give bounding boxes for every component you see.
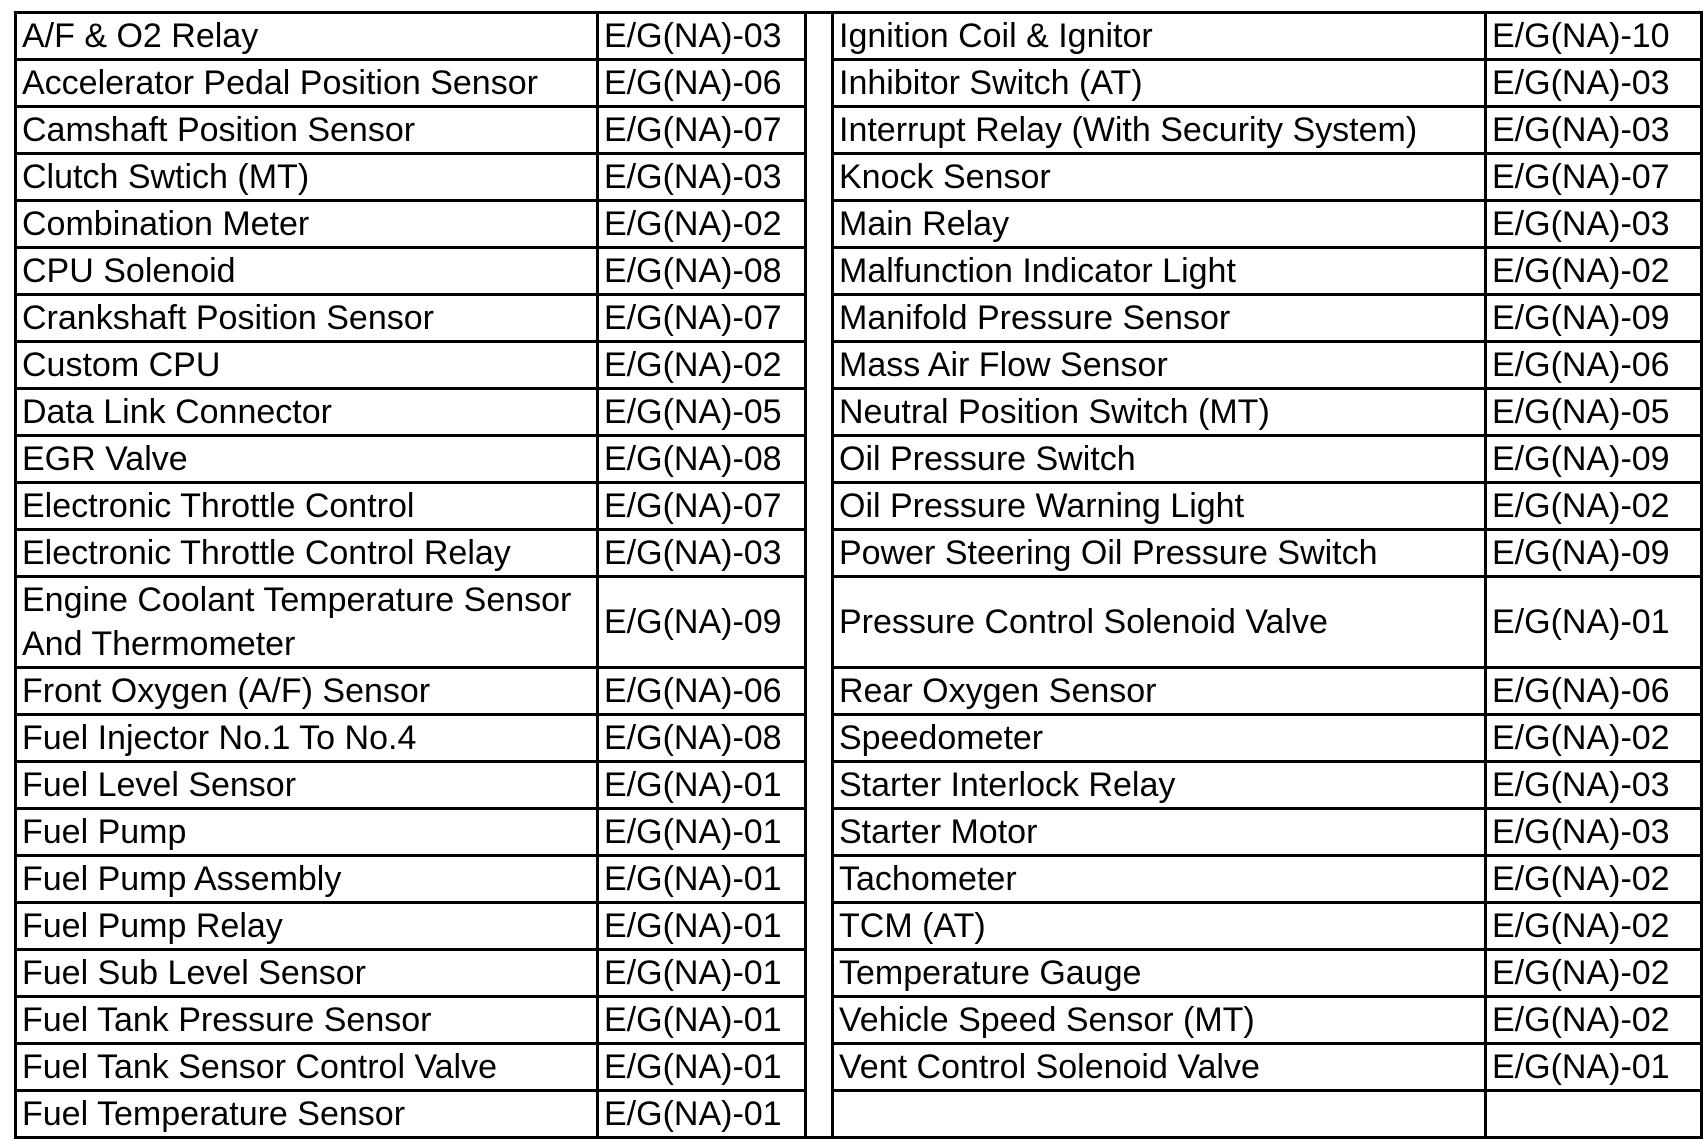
right-diagram-code: E/G(NA)-01 (1486, 1044, 1702, 1091)
left-component-name: Camshaft Position Sensor (16, 107, 598, 154)
right-component-name: Malfunction Indicator Light (833, 248, 1486, 295)
table-row (16, 530, 1702, 577)
table-row (16, 997, 1702, 1044)
right-component-name: TCM (AT) (833, 903, 1486, 950)
right-diagram-code: E/G(NA)-03 (1486, 201, 1702, 248)
right-component-name: Knock Sensor (833, 154, 1486, 201)
left-diagram-code: E/G(NA)-01 (598, 856, 806, 903)
left-component-name: Accelerator Pedal Position Sensor (16, 60, 598, 107)
table-row (16, 1091, 1702, 1138)
left-component-name: Fuel Temperature Sensor (16, 1091, 598, 1138)
left-diagram-code: E/G(NA)-09 (598, 577, 806, 668)
left-diagram-code: E/G(NA)-02 (598, 342, 806, 389)
left-component-name: Fuel Tank Pressure Sensor (16, 997, 598, 1044)
right-component-name: Power Steering Oil Pressure Switch (833, 530, 1486, 577)
left-component-name: Electronic Throttle Control (16, 483, 598, 530)
column-divider (806, 997, 833, 1044)
right-component-name: Speedometer (833, 715, 1486, 762)
table-row (16, 13, 1702, 60)
left-diagram-code: E/G(NA)-08 (598, 715, 806, 762)
table-row (16, 950, 1702, 997)
right-component-name: Vehicle Speed Sensor (MT) (833, 997, 1486, 1044)
left-diagram-code: E/G(NA)-07 (598, 107, 806, 154)
column-divider (806, 107, 833, 154)
table-row (16, 60, 1702, 107)
left-component-name: Fuel Level Sensor (16, 762, 598, 809)
column-divider (806, 762, 833, 809)
column-divider (806, 436, 833, 483)
table-row (16, 668, 1702, 715)
right-component-name: Rear Oxygen Sensor (833, 668, 1486, 715)
right-diagram-code: E/G(NA)-02 (1486, 856, 1702, 903)
right-component-name: Vent Control Solenoid Valve (833, 1044, 1486, 1091)
table-row (16, 715, 1702, 762)
left-component-name: Fuel Tank Sensor Control Valve (16, 1044, 598, 1091)
right-component-name (833, 1091, 1486, 1138)
right-diagram-code: E/G(NA)-03 (1486, 107, 1702, 154)
left-diagram-code: E/G(NA)-02 (598, 201, 806, 248)
table-row (16, 389, 1702, 436)
right-component-name: Oil Pressure Warning Light (833, 483, 1486, 530)
column-divider (806, 60, 833, 107)
left-component-name: Front Oxygen (A/F) Sensor (16, 668, 598, 715)
column-divider (806, 950, 833, 997)
column-divider (806, 295, 833, 342)
column-divider (806, 483, 833, 530)
left-component-name: Engine Coolant Temperature Sensor And Thermometer (16, 577, 598, 668)
right-diagram-code: E/G(NA)-02 (1486, 950, 1702, 997)
left-diagram-code: E/G(NA)-06 (598, 668, 806, 715)
right-diagram-code: E/G(NA)-09 (1486, 295, 1702, 342)
table-row (16, 903, 1702, 950)
left-diagram-code: E/G(NA)-07 (598, 483, 806, 530)
table-row (16, 342, 1702, 389)
left-diagram-code: E/G(NA)-05 (598, 389, 806, 436)
right-diagram-code: E/G(NA)-09 (1486, 530, 1702, 577)
left-component-name: CPU Solenoid (16, 248, 598, 295)
right-component-name: Pressure Control Solenoid Valve (833, 577, 1486, 668)
right-component-name: Tachometer (833, 856, 1486, 903)
right-component-name: Interrupt Relay (With Security System) (833, 107, 1486, 154)
left-diagram-code: E/G(NA)-07 (598, 295, 806, 342)
table-row (16, 248, 1702, 295)
right-component-name: Temperature Gauge (833, 950, 1486, 997)
left-diagram-code: E/G(NA)-01 (598, 1044, 806, 1091)
right-diagram-code: E/G(NA)-02 (1486, 715, 1702, 762)
column-divider (806, 715, 833, 762)
left-diagram-code: E/G(NA)-01 (598, 997, 806, 1044)
left-component-name: Custom CPU (16, 342, 598, 389)
right-component-name: Starter Interlock Relay (833, 762, 1486, 809)
right-diagram-code: E/G(NA)-02 (1486, 997, 1702, 1044)
left-diagram-code: E/G(NA)-01 (598, 1091, 806, 1138)
column-divider (806, 809, 833, 856)
right-diagram-code: E/G(NA)-06 (1486, 342, 1702, 389)
right-diagram-code (1486, 1091, 1702, 1138)
right-diagram-code: E/G(NA)-02 (1486, 903, 1702, 950)
right-diagram-code: E/G(NA)-09 (1486, 436, 1702, 483)
table-row (16, 201, 1702, 248)
left-diagram-code: E/G(NA)-01 (598, 809, 806, 856)
left-diagram-code: E/G(NA)-01 (598, 950, 806, 997)
column-divider (806, 577, 833, 668)
right-diagram-code: E/G(NA)-06 (1486, 668, 1702, 715)
table-row (16, 809, 1702, 856)
component-index-table (14, 11, 1703, 1139)
left-diagram-code: E/G(NA)-08 (598, 436, 806, 483)
right-diagram-code: E/G(NA)-02 (1486, 248, 1702, 295)
right-diagram-code: E/G(NA)-07 (1486, 154, 1702, 201)
left-component-name: EGR Valve (16, 436, 598, 483)
table-row (16, 107, 1702, 154)
left-diagram-code: E/G(NA)-03 (598, 13, 806, 60)
column-divider (806, 248, 833, 295)
left-component-name: Fuel Pump Relay (16, 903, 598, 950)
left-component-name: Clutch Swtich (MT) (16, 154, 598, 201)
left-diagram-code: E/G(NA)-08 (598, 248, 806, 295)
table-row (16, 577, 1702, 668)
right-component-name: Ignition Coil & Ignitor (833, 13, 1486, 60)
table-row (16, 295, 1702, 342)
right-diagram-code: E/G(NA)-03 (1486, 762, 1702, 809)
right-diagram-code: E/G(NA)-03 (1486, 809, 1702, 856)
column-divider (806, 856, 833, 903)
right-diagram-code: E/G(NA)-10 (1486, 13, 1702, 60)
left-diagram-code: E/G(NA)-03 (598, 530, 806, 577)
column-divider (806, 342, 833, 389)
right-diagram-code: E/G(NA)-01 (1486, 577, 1702, 668)
left-component-name: Crankshaft Position Sensor (16, 295, 598, 342)
right-component-name: Starter Motor (833, 809, 1486, 856)
left-diagram-code: E/G(NA)-06 (598, 60, 806, 107)
table-row (16, 1044, 1702, 1091)
right-component-name: Inhibitor Switch (AT) (833, 60, 1486, 107)
right-diagram-code: E/G(NA)-03 (1486, 60, 1702, 107)
left-diagram-code: E/G(NA)-01 (598, 903, 806, 950)
column-divider (806, 530, 833, 577)
left-diagram-code: E/G(NA)-01 (598, 762, 806, 809)
column-divider (806, 668, 833, 715)
left-component-name: Fuel Injector No.1 To No.4 (16, 715, 598, 762)
left-component-name: Data Link Connector (16, 389, 598, 436)
column-divider (806, 154, 833, 201)
left-component-name: Combination Meter (16, 201, 598, 248)
left-diagram-code: E/G(NA)-03 (598, 154, 806, 201)
column-divider (806, 389, 833, 436)
column-divider (806, 13, 833, 60)
left-component-name: Electronic Throttle Control Relay (16, 530, 598, 577)
table-row (16, 483, 1702, 530)
right-component-name: Mass Air Flow Sensor (833, 342, 1486, 389)
right-component-name: Manifold Pressure Sensor (833, 295, 1486, 342)
table-row (16, 856, 1702, 903)
table-row (16, 154, 1702, 201)
table-body (16, 13, 1702, 1138)
left-component-name: Fuel Sub Level Sensor (16, 950, 598, 997)
column-divider (806, 1091, 833, 1138)
column-divider (806, 903, 833, 950)
left-component-name: Fuel Pump Assembly (16, 856, 598, 903)
component-index-document (14, 11, 1700, 1139)
column-divider (806, 201, 833, 248)
right-component-name: Oil Pressure Switch (833, 436, 1486, 483)
table-row (16, 762, 1702, 809)
right-diagram-code: E/G(NA)-02 (1486, 483, 1702, 530)
right-diagram-code: E/G(NA)-05 (1486, 389, 1702, 436)
column-divider (806, 1044, 833, 1091)
left-component-name: Fuel Pump (16, 809, 598, 856)
left-component-name: A/F & O2 Relay (16, 13, 598, 60)
right-component-name: Neutral Position Switch (MT) (833, 389, 1486, 436)
right-component-name: Main Relay (833, 201, 1486, 248)
table-row (16, 436, 1702, 483)
